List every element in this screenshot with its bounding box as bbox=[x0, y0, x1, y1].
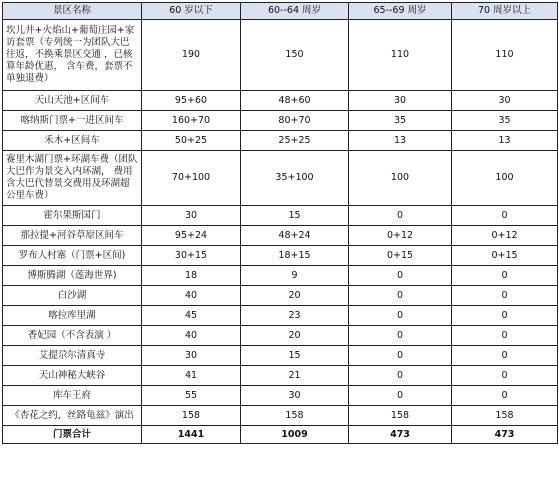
total-70-plus: 473 bbox=[452, 426, 558, 444]
price-under-60: 95+60 bbox=[142, 91, 241, 111]
price-65-69: 0 bbox=[349, 206, 452, 226]
price-70-plus: 0 bbox=[452, 386, 558, 406]
table-row bbox=[3, 151, 558, 206]
price-65-69: 0 bbox=[349, 346, 452, 366]
price-65-69: 30 bbox=[349, 91, 452, 111]
price-65-69: 0 bbox=[349, 386, 452, 406]
total-label: 门票合计 bbox=[3, 426, 142, 444]
total-under-60: 1441 bbox=[142, 426, 241, 444]
table-row bbox=[3, 226, 558, 246]
price-60-64: 158 bbox=[241, 406, 349, 426]
row-name: 天山神秘大峡谷 bbox=[3, 366, 142, 386]
price-70-plus: 0 bbox=[452, 266, 558, 286]
price-60-64: 80+70 bbox=[241, 111, 349, 131]
price-under-60: 45 bbox=[142, 306, 241, 326]
price-65-69: 35 bbox=[349, 111, 452, 131]
price-under-60: 55 bbox=[142, 386, 241, 406]
price-under-60: 41 bbox=[142, 366, 241, 386]
table-row bbox=[3, 246, 558, 266]
price-70-plus: 30 bbox=[452, 91, 558, 111]
price-60-64: 15 bbox=[241, 346, 349, 366]
row-name: 艾提尕尔清真寺 bbox=[3, 346, 142, 366]
price-65-69: 158 bbox=[349, 406, 452, 426]
price-60-64: 21 bbox=[241, 366, 349, 386]
price-under-60: 40 bbox=[142, 286, 241, 306]
row-name: 喀拉库里湖 bbox=[3, 306, 142, 326]
price-60-64: 25+25 bbox=[241, 131, 349, 151]
row-name: 罗布人村寨（门票+区间) bbox=[3, 246, 142, 266]
table-row bbox=[3, 20, 558, 91]
price-70-plus: 110 bbox=[452, 20, 558, 91]
price-65-69: 0+15 bbox=[349, 246, 452, 266]
table-row bbox=[3, 346, 558, 366]
row-name: 《杏花之约，丝路龟兹》演出 bbox=[3, 406, 142, 426]
table-row bbox=[3, 266, 558, 286]
price-60-64: 15 bbox=[241, 206, 349, 226]
ticket-price-table bbox=[2, 2, 558, 444]
price-65-69: 0+12 bbox=[349, 226, 452, 246]
price-under-60: 18 bbox=[142, 266, 241, 286]
price-65-69: 100 bbox=[349, 151, 452, 206]
price-65-69: 0 bbox=[349, 266, 452, 286]
price-70-plus: 13 bbox=[452, 131, 558, 151]
row-name: 坎儿井+火焰山+葡萄庄园+家访套票（专列统一为团队大巴往返，不换乘景区交通 ，已核算年龄优惠， 含车费，套票不单独退费） bbox=[3, 20, 142, 91]
row-name: 赛里木湖门票+环湖车费（团队大巴作为景交入内环湖， 费用含大巴代替景交费用及环湖超公里车费） bbox=[3, 151, 142, 206]
header-60-64: 60--64 周岁 bbox=[241, 3, 349, 20]
price-60-64: 9 bbox=[241, 266, 349, 286]
total-row bbox=[3, 426, 558, 444]
price-under-60: 190 bbox=[142, 20, 241, 91]
row-name: 那拉提+河谷草原区间车 bbox=[3, 226, 142, 246]
price-under-60: 160+70 bbox=[142, 111, 241, 131]
price-60-64: 20 bbox=[241, 326, 349, 346]
price-under-60: 30+15 bbox=[142, 246, 241, 266]
price-70-plus: 100 bbox=[452, 151, 558, 206]
table-row bbox=[3, 406, 558, 426]
price-70-plus: 0+15 bbox=[452, 246, 558, 266]
price-under-60: 158 bbox=[142, 406, 241, 426]
price-under-60: 50+25 bbox=[142, 131, 241, 151]
price-70-plus: 0+12 bbox=[452, 226, 558, 246]
price-60-64: 30 bbox=[241, 386, 349, 406]
header-scenic-name: 景区名称 bbox=[3, 3, 142, 20]
price-60-64: 48+24 bbox=[241, 226, 349, 246]
price-70-plus: 0 bbox=[452, 306, 558, 326]
table-row bbox=[3, 326, 558, 346]
table-row bbox=[3, 131, 558, 151]
price-60-64: 18+15 bbox=[241, 246, 349, 266]
header-65-69: 65--69 周岁 bbox=[349, 3, 452, 20]
row-name: 禾木+区间车 bbox=[3, 131, 142, 151]
price-under-60: 70+100 bbox=[142, 151, 241, 206]
price-65-69: 110 bbox=[349, 20, 452, 91]
row-name: 香妃园（不含表演 ） bbox=[3, 326, 142, 346]
row-name: 喀纳斯门票+一进区间车 bbox=[3, 111, 142, 131]
price-60-64: 35+100 bbox=[241, 151, 349, 206]
total-65-69: 473 bbox=[349, 426, 452, 444]
price-under-60: 95+24 bbox=[142, 226, 241, 246]
price-65-69: 0 bbox=[349, 306, 452, 326]
price-70-plus: 35 bbox=[452, 111, 558, 131]
price-65-69: 0 bbox=[349, 326, 452, 346]
price-70-plus: 0 bbox=[452, 206, 558, 226]
price-60-64: 150 bbox=[241, 20, 349, 91]
row-name: 库车王府 bbox=[3, 386, 142, 406]
price-70-plus: 158 bbox=[452, 406, 558, 426]
price-60-64: 20 bbox=[241, 286, 349, 306]
price-70-plus: 0 bbox=[452, 326, 558, 346]
price-60-64: 23 bbox=[241, 306, 349, 326]
header-70-plus: 70 周岁以上 bbox=[452, 3, 558, 20]
table-row bbox=[3, 306, 558, 326]
price-under-60: 40 bbox=[142, 326, 241, 346]
table-row bbox=[3, 386, 558, 406]
row-name: 白沙湖 bbox=[3, 286, 142, 306]
table-row bbox=[3, 206, 558, 226]
total-60-64: 1009 bbox=[241, 426, 349, 444]
header-under-60: 60 岁以下 bbox=[142, 3, 241, 20]
price-70-plus: 0 bbox=[452, 286, 558, 306]
price-65-69: 13 bbox=[349, 131, 452, 151]
row-name: 天山天池+区间车 bbox=[3, 91, 142, 111]
price-65-69: 0 bbox=[349, 366, 452, 386]
table-row bbox=[3, 366, 558, 386]
price-70-plus: 0 bbox=[452, 366, 558, 386]
table-row bbox=[3, 286, 558, 306]
table-row bbox=[3, 91, 558, 111]
row-name: 霍尔果斯国门 bbox=[3, 206, 142, 226]
price-60-64: 48+60 bbox=[241, 91, 349, 111]
price-under-60: 30 bbox=[142, 206, 241, 226]
row-name: 博斯腾湖（莲海世界) bbox=[3, 266, 142, 286]
price-65-69: 0 bbox=[349, 286, 452, 306]
price-70-plus: 0 bbox=[452, 346, 558, 366]
ticket-price-table-container bbox=[2, 2, 558, 444]
table-header-row bbox=[3, 3, 558, 20]
table-row bbox=[3, 111, 558, 131]
price-under-60: 30 bbox=[142, 346, 241, 366]
